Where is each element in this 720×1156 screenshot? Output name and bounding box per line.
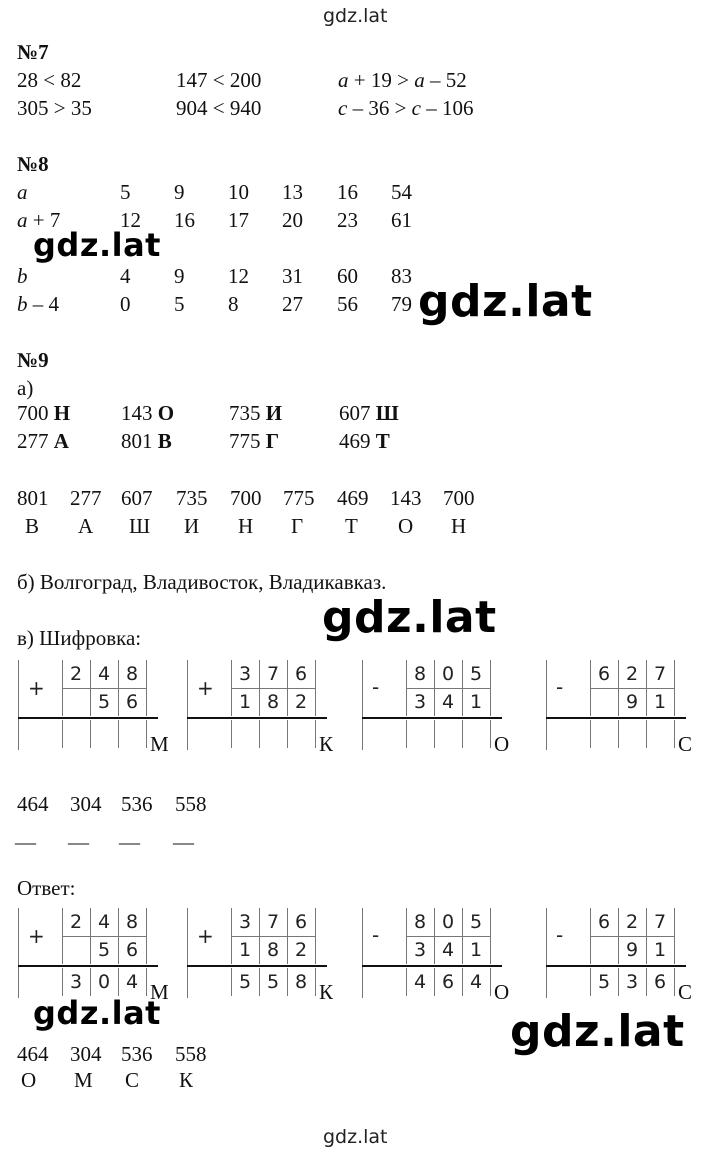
top-digit: 6 [294,663,308,685]
top-digit: 2 [625,911,639,933]
grid-line [674,968,675,996]
result-digit [406,720,434,748]
n8-cell: 54 [391,180,412,204]
column-arithmetic-grid [362,660,532,760]
grid-line [490,908,491,964]
result-digit [618,720,646,748]
bottom-digit: 5 [97,691,111,713]
result-digit [590,720,618,748]
n8-cell: 9 [174,264,185,288]
part-b-text: б) Волгоград, Владивосток, Владикавказ. [17,570,387,594]
n8-cell: 20 [282,208,303,232]
part-c-label: в) Шифровка: [17,626,142,650]
watermark-4: gdz.lat [33,994,161,1032]
bottom-digit [62,688,90,716]
site-footer[interactable]: gdz.lat [323,1126,388,1148]
n7-r1-c1: 28 < 82 [17,68,82,92]
watermark-3: gdz.lat [322,592,497,643]
operator-sign: - [556,923,564,947]
bottom-digit: 9 [625,691,639,713]
n8-var: a [17,180,28,204]
top-digit: 7 [653,911,667,933]
top-digit: 0 [441,911,455,933]
result-digit: 4 [125,971,139,993]
grid-letter: К [319,980,334,1004]
pair-number: 277 [17,429,54,453]
letter-pair [229,401,282,425]
top-digit: 6 [597,911,611,933]
grid-line [146,968,147,996]
bottom-digit: 5 [97,939,111,961]
n8-cell: 5 [174,292,185,316]
result-digit [287,720,315,748]
grid-letter: С [678,732,693,756]
part-a-label: а) [17,376,34,400]
grid-line [146,660,147,716]
sum-line [546,717,686,719]
column-arithmetic-grid [362,908,532,1008]
bottom-digit: 4 [441,939,455,961]
grid-line [490,968,491,996]
top-digit: 6 [294,911,308,933]
code-number: 700 [230,486,262,510]
pair-number: 607 [339,401,376,425]
answer-number: 558 [175,1042,207,1066]
top-digit: 6 [597,663,611,685]
pair-letter: А [53,429,69,453]
sum-line [362,717,502,719]
result-digit: 8 [294,971,308,993]
n8-row-label [17,264,28,288]
grid-line [315,720,316,748]
code-number: 277 [70,486,102,510]
code-number: 775 [283,486,315,510]
answer-blank: — [15,830,36,854]
result-digit: 6 [441,971,455,993]
cipher-number: 558 [175,792,207,816]
column-arithmetic-grid [18,908,188,1008]
pair-letter: Т [375,429,390,453]
code-number: 700 [443,486,475,510]
n8-cell: 0 [120,292,131,316]
sum-line [362,965,502,967]
code-letter: Г [291,514,304,538]
code-number: 469 [337,486,369,510]
letter-pair [121,401,174,425]
answer-letter: О [21,1068,37,1092]
grid-line [362,660,363,750]
result-digit: 0 [97,971,111,993]
top-digit: 2 [69,663,83,685]
n8-cell: 10 [228,180,249,204]
n8-cell: 56 [337,292,358,316]
grid-line [187,660,188,750]
bottom-digit [590,936,618,964]
n8-var: b [17,292,28,316]
n8-cell: 13 [282,180,303,204]
pair-number: 801 [121,429,158,453]
letter-pair [17,429,69,453]
result-digit: 5 [238,971,252,993]
top-digit: 3 [238,911,252,933]
operator-sign: - [372,923,380,947]
answer-label: Ответ: [17,876,76,900]
n7-r2-c3: c – 36 > c – 106 [338,96,474,120]
grid-line [315,968,316,996]
pair-number: 700 [17,401,54,425]
grid-line [315,908,316,964]
grid-line [18,908,19,998]
grid-line [674,720,675,748]
code-letter: Т [345,514,358,538]
n8-cell: 23 [337,208,358,232]
n8-row-label [17,180,28,204]
operator-sign: - [556,675,564,699]
grid-line [146,908,147,964]
sum-line [187,717,327,719]
answer-blank: — [119,830,140,854]
result-digit [231,720,259,748]
column-arithmetic-grid [546,660,716,760]
n8-cell: 79 [391,292,412,316]
grid-letter: М [150,732,169,756]
sum-line [18,717,158,719]
bottom-digit: 6 [125,691,139,713]
top-digit: 0 [441,663,455,685]
grid-letter: О [494,732,510,756]
result-digit: 3 [69,971,83,993]
column-arithmetic-grid [546,908,716,1008]
top-digit: 5 [469,911,483,933]
answer-letter: К [179,1068,194,1092]
result-digit: 5 [597,971,611,993]
letter-pair [339,429,390,453]
n8-cell: 60 [337,264,358,288]
grid-line [18,660,19,750]
n8-cell: 31 [282,264,303,288]
task-7-heading: №7 [17,40,49,64]
answer-number: 304 [70,1042,102,1066]
operator-sign: + [28,924,45,948]
cipher-number: 536 [121,792,153,816]
sum-line [18,965,158,967]
task-8-heading: №8 [17,152,49,176]
n8-cell: 12 [228,264,249,288]
result-digit [90,720,118,748]
grid-letter: М [150,980,169,1004]
top-digit: 4 [97,911,111,933]
grid-line [546,908,547,998]
operator-sign: + [28,676,45,700]
top-digit: 4 [97,663,111,685]
top-digit: 3 [238,663,252,685]
result-digit: 3 [625,971,639,993]
grid-letter: К [319,732,334,756]
result-digit [259,720,287,748]
bottom-digit: 1 [653,691,667,713]
operator-sign: + [197,924,214,948]
result-digit: 4 [469,971,483,993]
bottom-digit: 1 [469,939,483,961]
top-digit: 5 [469,663,483,685]
pair-letter: Ш [375,401,399,425]
grid-line [362,908,363,998]
bottom-digit: 9 [625,939,639,961]
n8-cell: 61 [391,208,412,232]
bottom-digit: 8 [266,691,280,713]
bottom-digit: 8 [266,939,280,961]
bottom-digit: 3 [413,939,427,961]
n8-cell: 27 [282,292,303,316]
n8-cell: 4 [120,264,131,288]
task-9-heading: №9 [17,348,49,372]
pair-number: 469 [339,429,376,453]
bottom-digit: 3 [413,691,427,713]
code-number: 801 [17,486,49,510]
n7-r1-c2: 147 < 200 [176,68,262,92]
top-digit: 2 [625,663,639,685]
letter-pair [229,429,279,453]
n8-cell: 16 [174,208,195,232]
n7-r2-c2: 904 < 940 [176,96,262,120]
top-digit: 8 [413,663,427,685]
grid-line [546,660,547,750]
letter-pair [121,429,172,453]
result-digit: 6 [653,971,667,993]
n8-cell: 83 [391,264,412,288]
result-digit [646,720,674,748]
n8-cell: 8 [228,292,239,316]
top-digit: 7 [266,663,280,685]
bottom-digit: 4 [441,691,455,713]
sum-line [546,965,686,967]
n8-label-rest: – 4 [27,292,59,316]
n8-cell: 9 [174,180,185,204]
site-header[interactable]: gdz.lat [323,5,388,27]
grid-line [315,660,316,716]
pair-number: 775 [229,429,266,453]
n8-var: b [17,264,28,288]
bottom-digit [590,688,618,716]
grid-line [674,908,675,964]
column-arithmetic-grid [187,660,357,760]
top-digit: 8 [413,911,427,933]
letter-pair [17,401,70,425]
code-letter: А [78,514,94,538]
code-letter: В [25,514,40,538]
grid-line [187,908,188,998]
top-digit: 2 [69,911,83,933]
answer-number: 536 [121,1042,153,1066]
operator-sign: - [372,675,380,699]
n8-label-rest: + 7 [27,208,61,232]
code-number: 735 [176,486,208,510]
answer-blank: — [68,830,89,854]
result-digit: 5 [266,971,280,993]
bottom-digit: 2 [294,691,308,713]
result-digit [118,720,146,748]
grid-letter: О [494,980,510,1004]
answer-letter: С [125,1068,140,1092]
grid-line [146,720,147,748]
code-number: 607 [121,486,153,510]
code-letter: Ш [129,514,151,538]
bottom-digit: 1 [238,691,252,713]
column-arithmetic-grid [18,660,188,760]
n8-cell: 12 [120,208,141,232]
n7-r1-c3: a + 19 > a – 52 [338,68,467,92]
top-digit: 7 [266,911,280,933]
watermark-1: gdz.lat [33,226,161,264]
n7-r2-c1: 305 > 35 [17,96,92,120]
letter-pair [339,401,399,425]
watermark-2: gdz.lat [418,276,593,327]
cipher-number: 304 [70,792,102,816]
column-arithmetic-grid [187,908,357,1008]
pair-number: 735 [229,401,266,425]
bottom-digit: 1 [469,691,483,713]
operator-sign: + [197,676,214,700]
top-digit: 8 [125,911,139,933]
result-digit [62,720,90,748]
grid-line [490,660,491,716]
n8-cell: 5 [120,180,131,204]
watermark-5: gdz.lat [510,1006,685,1057]
n8-row-label [17,292,59,316]
sum-line [187,965,327,967]
n8-cell: 16 [337,180,358,204]
pair-letter: Н [53,401,71,425]
bottom-digit: 1 [653,939,667,961]
bottom-digit [62,936,90,964]
top-digit: 8 [125,663,139,685]
code-letter: О [398,514,414,538]
answer-blank: — [173,830,194,854]
bottom-digit: 2 [294,939,308,961]
n8-cell: 17 [228,208,249,232]
grid-letter: С [678,980,693,1004]
code-letter: Н [451,514,467,538]
grid-line [674,660,675,716]
code-letter: И [184,514,200,538]
pair-letter: О [157,401,175,425]
pair-letter: В [157,429,172,453]
n8-var: a [17,208,28,232]
pair-letter: Г [265,429,280,453]
result-digit: 4 [413,971,427,993]
pair-letter: И [265,401,283,425]
grid-line [490,720,491,748]
code-number: 143 [390,486,422,510]
result-digit [434,720,462,748]
cipher-number: 464 [17,792,49,816]
pair-number: 143 [121,401,158,425]
top-digit: 7 [653,663,667,685]
bottom-digit: 1 [238,939,252,961]
bottom-digit: 6 [125,939,139,961]
code-letter: Н [238,514,254,538]
answer-letter: М [74,1068,93,1092]
answer-number: 464 [17,1042,49,1066]
result-digit [462,720,490,748]
